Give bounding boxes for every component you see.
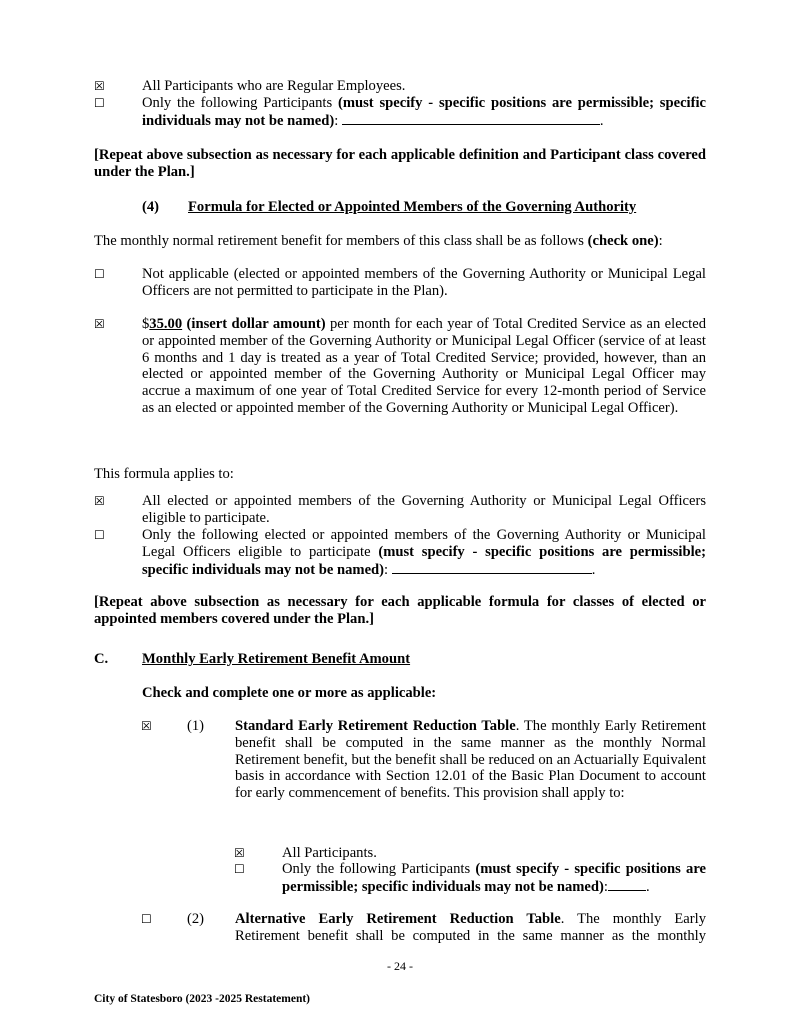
text: .	[599, 112, 604, 129]
option-following-elected	[142, 527, 706, 578]
text: .	[591, 561, 596, 578]
text: . The monthly Early Retirement benefit shall be computed in the same manner as the monthly Normal Retirement benefit, but the benefit shall be reduced on an Actuarially Equivalent basis in accordance with Section 12.01 of the Basic Plan Document to account for early commencement of benefits. This provision shall apply to:	[235, 718, 706, 802]
checkbox-following-participants-early[interactable]: ☐	[234, 862, 245, 876]
text: The monthly normal retirement benefit for members of this class shall be as follows	[94, 233, 588, 249]
option-all-elected: All elected or appointed members of the Governing Authority or Municipal Legal Officers eligible to participate.	[142, 493, 706, 526]
section-c-title: Monthly Early Retirement Benefit Amount	[142, 651, 411, 667]
checkbox-dollar-amount[interactable]: ☒	[94, 317, 105, 331]
option-standard-table	[235, 718, 706, 802]
option-following-participants	[142, 95, 706, 130]
participants-blank-field[interactable]	[342, 112, 600, 125]
section-4-title: Formula for Elected or Appointed Members of the Governing Authority	[188, 199, 637, 215]
option-2-number: (2)	[187, 911, 205, 927]
early-participants-blank-field[interactable]	[608, 878, 646, 891]
instruction: (must specify - specific positions are permissible; specific individuals may not be named)	[142, 543, 706, 578]
text: per month for each year of Total Credited Service as an elected or appointed member of the Governing Authority or Municipal Legal Officer (service of at least 6 months and 1 day is treated as a year of Total Credited Service; provided, however, than an elected or appointed member of the Governing Authority or Municipal Legal Officer may accrue a maximum of one year of Total Credited Service for every 12-month period of Service as an elected or appointed member of the Governing Authority or Municipal Legal Officer).	[142, 316, 706, 416]
option-regular-employees: All Participants who are Regular Employees.	[142, 78, 406, 94]
dollar-amount-field[interactable]: 35.00	[149, 316, 183, 332]
checkbox-alternative-table[interactable]: ☐	[141, 912, 152, 926]
option-dollar-amount	[142, 316, 706, 417]
applies-label: This formula applies to:	[94, 466, 234, 482]
text: (check one)	[587, 233, 659, 249]
text: Only the following Participants	[142, 95, 338, 111]
section-4-number: (4)	[142, 199, 160, 215]
option-alternative-table	[235, 911, 706, 945]
checkbox-regular-employees[interactable]: ☒	[94, 79, 105, 93]
text: .	[645, 878, 650, 895]
text: Only the following Participants	[282, 861, 476, 877]
option-following-participants-early	[282, 861, 706, 896]
text: :	[603, 878, 608, 895]
elected-blank-field[interactable]	[392, 561, 592, 574]
checkbox-all-participants[interactable]: ☒	[234, 846, 245, 860]
text: . The monthly Early Retirement benefit shall be computed in the same manner as the monthly	[235, 911, 706, 944]
checkbox-following-participants[interactable]: ☐	[94, 96, 105, 110]
checkbox-standard-table[interactable]: ☒	[141, 719, 152, 733]
footer-document-title: City of Statesboro (2023 -2025 Restatement)	[94, 993, 311, 1005]
repeat-note-2: [Repeat above subsection as necessary for each applicable formula for classes of elected or appointed members covered under the Plan.]	[94, 594, 706, 627]
option-1-number: (1)	[187, 718, 205, 734]
option-all-participants: All Participants.	[282, 845, 377, 861]
text: Only the following elected or appointed members of the Governing Authority or Municipal Legal Officers eligible to participate	[142, 527, 706, 560]
checkbox-following-elected[interactable]: ☐	[94, 528, 105, 542]
instruction: (must specify - specific positions are permissible; specific individuals may not be named)	[282, 861, 707, 895]
checkbox-all-elected[interactable]: ☒	[94, 494, 105, 508]
text: $	[142, 316, 150, 332]
text: (insert dollar amount)	[182, 316, 326, 332]
section-4-intro	[94, 233, 714, 250]
text: Alternative Early Retirement Reduction Table	[235, 911, 561, 927]
text: Standard Early Retirement Reduction Table	[235, 718, 516, 734]
option-not-applicable: Not applicable (elected or appointed members of the Governing Authority or Municipal Legal Officers are not permitted to participate in the Plan).	[142, 266, 706, 299]
repeat-note-1: [Repeat above subsection as necessary for each applicable definition and Participant class covered under the Plan.]	[94, 147, 706, 180]
page-number: - 24 -	[387, 959, 413, 973]
text: :	[334, 112, 339, 129]
text: :	[658, 233, 663, 249]
checkbox-not-applicable[interactable]: ☐	[94, 267, 105, 281]
text: :	[384, 561, 389, 578]
section-c-instruction: Check and complete one or more as applicable:	[142, 685, 437, 701]
section-c-letter: C.	[94, 651, 109, 667]
instruction: (must specify - specific positions are permissible; specific individuals may not be named)	[142, 95, 706, 129]
